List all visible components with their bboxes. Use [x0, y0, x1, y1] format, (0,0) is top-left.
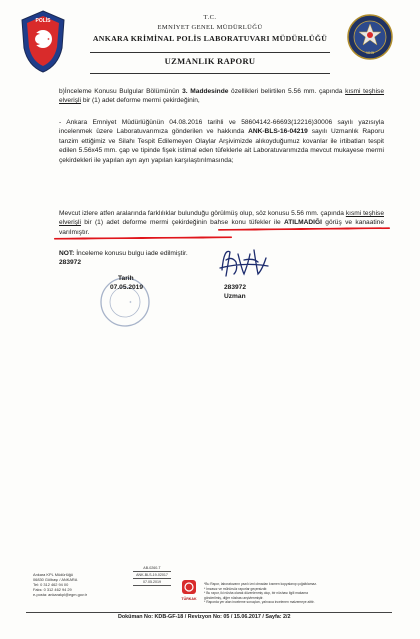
note: NOT: İnceleme konusu bulgu iade edilmiştir. 283972: [59, 250, 188, 267]
header-divider-bottom: [90, 73, 330, 74]
svg-text:1845: 1845: [366, 51, 374, 55]
svg-text:TÜRKAK: TÜRKAK: [181, 597, 197, 601]
header-divider-top: [90, 52, 330, 53]
expert-title: Uzman: [224, 293, 246, 300]
footer-divider: [26, 612, 392, 613]
paragraph-conclusion: Mevcut izlere atfen aralarında farklılıklar bulunduğu görülmüş olup, söz konusu 5.56 mm. çapında kısmi teşhise elverişli bir (1) adet deforme mermi çekirdeğinin bahse konu tüfekler ile ATILMADIĞI görüş ve kanaatine varılmıştır.: [59, 210, 384, 236]
footer-codes: AB-0260-T ANK-BLS-19-02017 07.05.2019: [133, 565, 171, 586]
date-label: Tarih: [118, 275, 134, 282]
turkak-accreditation-icon: [180, 578, 198, 606]
expert-number: 283972: [224, 284, 247, 291]
header-tc: T.C.: [203, 14, 217, 21]
paragraph-subject: b)İnceleme Konusu Bulgular Bölümünün 3. Maddesinde özellikleri belirtilen 5.56 mm. çapında kısmi teşhise elverişli bir (1) adet deforme mermi çekirdeğinin,: [59, 88, 385, 105]
header-general-directorate: EMNİYET GENEL MÜDÜRLÜĞÜ: [157, 24, 263, 31]
red-underline-2: [54, 236, 232, 240]
header-laboratory: ANKARA KRİMİNAL POLİS LABORATUVARI MÜDÜRLÜĞÜ: [92, 34, 328, 43]
document-number: Doküman No: KDB-GF-18 / Revizyon No: 05 / 15.06.2017 / Sayfa: 2/2: [118, 614, 291, 620]
footer-notes: *Bu Rapor, laboratuvarın yazılı izni olmadan kısmen kopyalanıp çoğaltılamaz. * İmzasız ve mühürsüz raporlar geçersizdir. * Bu rapor, iki nüsha olarak düzenlenmiş olup, bir nüshası ilgili makama gönderilmiş, diğer nüshası arşivlenmiştir. * Raporda yer alan inceleme sonuçları, yalnızca incelenen malzemeye aittir.: [204, 582, 317, 605]
svg-text:POLİS: POLİS: [35, 18, 51, 24]
report-title: UZMANLIK RAPORU: [164, 56, 256, 66]
footer-contact: Ankara KPL Müdürlüğü 06830 Gölbaşı / ANKARA Tel: 0 312 462 94 00 Faks: 0 312 462 94 29 e-posta: ankarakpl@egm.gov.tr: [33, 572, 88, 598]
handwritten-signature-icon: [214, 240, 272, 282]
paragraph-comparison: - Ankara Emniyet Müdürlüğünün 04.08.2016 tarihli ve 58604142-66693(12216)30006 sayılı yazısıyla incelenmek üzere Laboratuvarımıza gönderilen ve hakkında ANK-BLS-16-04219 sayılı Uzmanlık Raporu tanzim ettiğimiz ve Silahı Tespit Edilemeyen Olaylar Arşivimizde alıkoyduğumuz kovanlar ile irtibatları tespit edilen 5.56x45 mm. çap ve tipinde fişek istimal eden tüfeklerle ait Laboratuvarımızda mevcut mukayese mermi çekirdekleri ile yapılan ayrı ayrı yapılan karşılaştırılmasında;: [59, 119, 385, 164]
date-value: 07.05.2019: [110, 284, 144, 291]
report-header: [0, 14, 420, 66]
